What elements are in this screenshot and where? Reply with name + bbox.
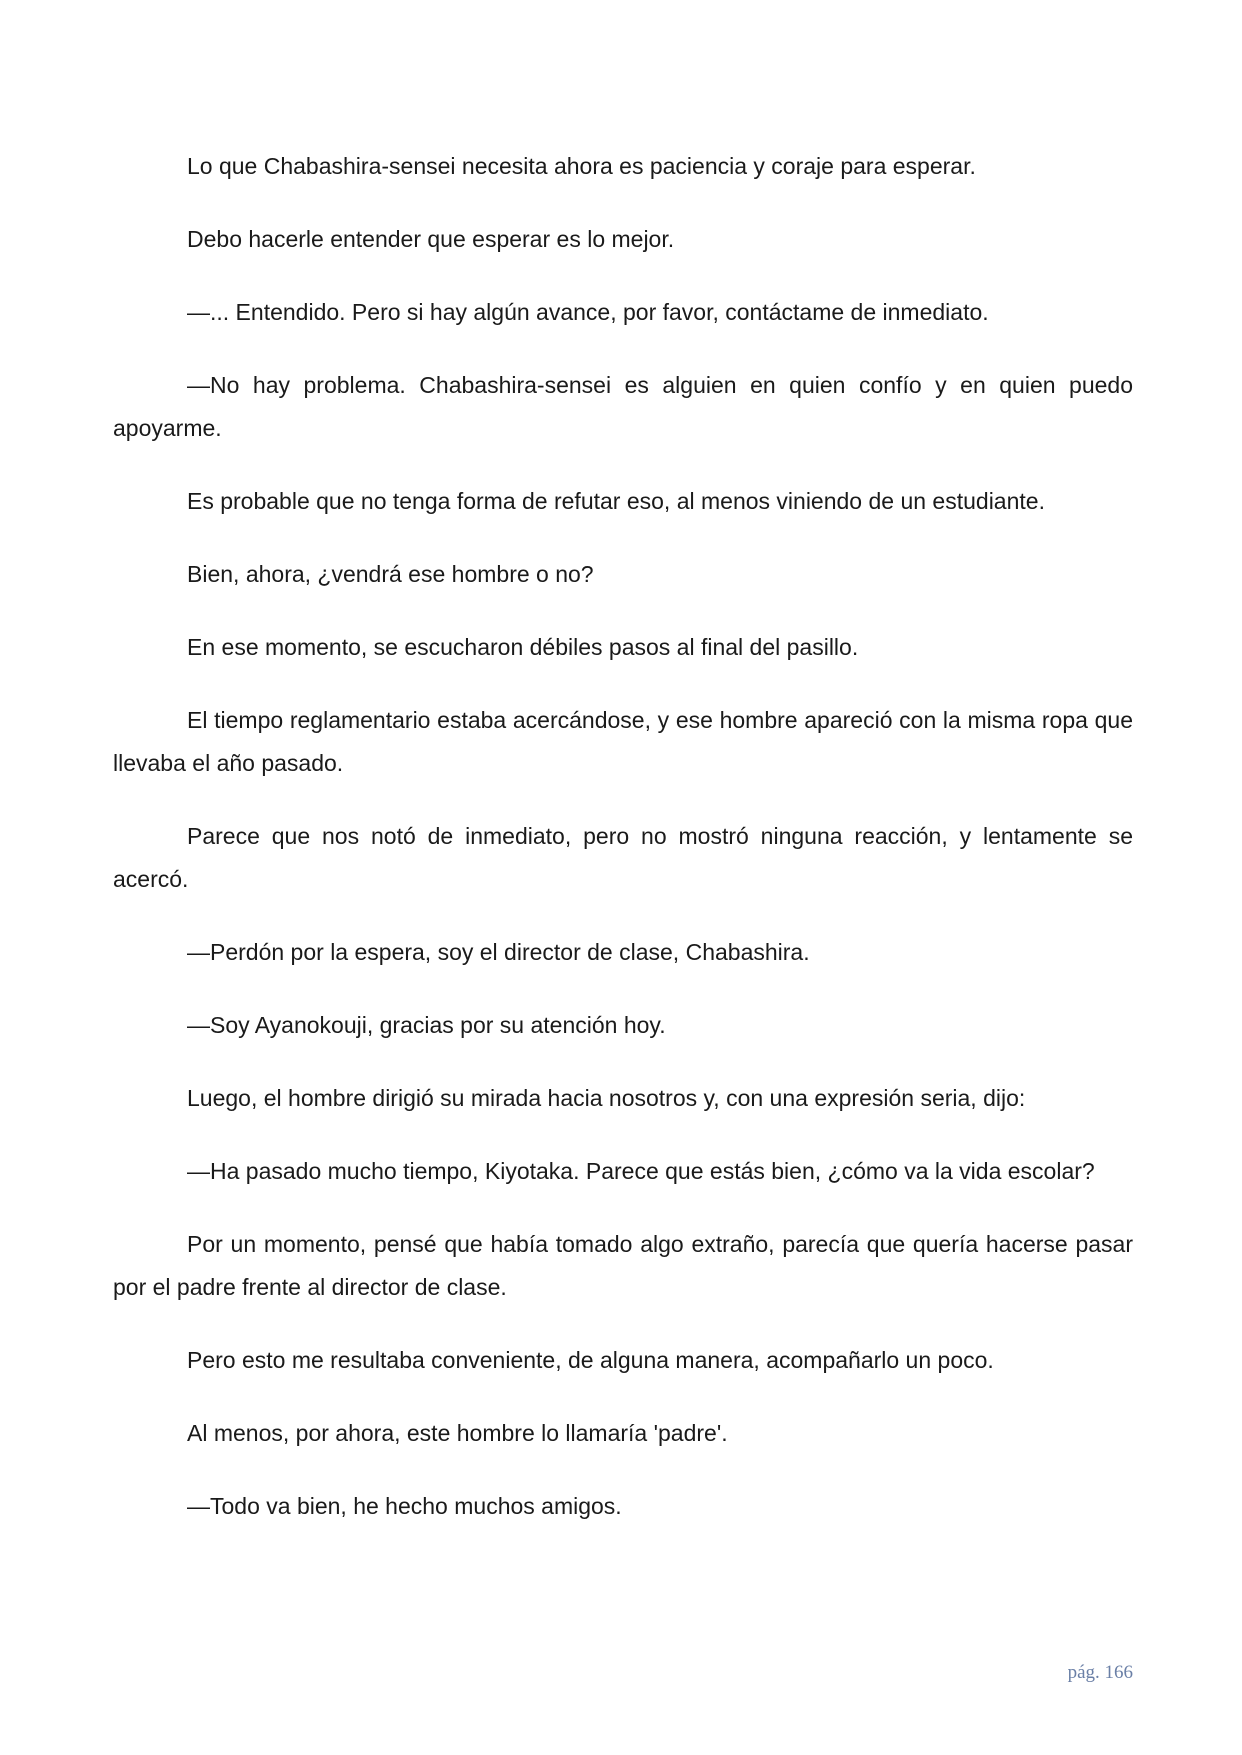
paragraph: —Ha pasado mucho tiempo, Kiyotaka. Parece que estás bien, ¿cómo va la vida escolar? [187,1158,1095,1184]
paragraph: Debo hacerle entender que esperar es lo mejor. [187,226,675,252]
paragraph: —No hay problema. Chabashira-sensei es alguien en quien confío y en quien puedo apoyarme. [113,372,1133,441]
paragraph: —Perdón por la espera, soy el director de clase, Chabashira. [187,939,810,965]
paragraph: Luego, el hombre dirigió su mirada hacia nosotros y, con una expresión seria, dijo: [187,1085,1026,1111]
paragraph: El tiempo reglamentario estaba acercándose, y ese hombre apareció con la misma ropa que llevaba el año pasado. [113,707,1133,776]
paragraph: En ese momento, se escucharon débiles pasos al final del pasillo. [187,634,859,660]
paragraph: Pero esto me resultaba conveniente, de alguna manera, acompañarlo un poco. [187,1347,994,1373]
paragraph: —... Entendido. Pero si hay algún avance, por favor, contáctame de inmediato. [187,299,989,325]
paragraph: —Soy Ayanokouji, gracias por su atención hoy. [187,1012,666,1038]
paragraph: Por un momento, pensé que había tomado algo extraño, parecía que quería hacerse pasar por el padre frente al director de clase. [113,1231,1133,1300]
paragraph: Parece que nos notó de inmediato, pero no mostró ninguna reacción, y lentamente se acercó. [113,823,1133,892]
page-number: pág. 166 [1067,1662,1133,1683]
paragraph: Al menos, por ahora, este hombre lo llamaría 'padre'. [187,1420,728,1446]
paragraph: Bien, ahora, ¿vendrá ese hombre o no? [187,561,594,587]
paragraph: Lo que Chabashira-sensei necesita ahora es paciencia y coraje para esperar. [187,153,976,179]
paragraph: —Todo va bien, he hecho muchos amigos. [187,1493,622,1519]
text-body [113,145,1133,1558]
paragraph: Es probable que no tenga forma de refutar eso, al menos viniendo de un estudiante. [187,488,1045,514]
